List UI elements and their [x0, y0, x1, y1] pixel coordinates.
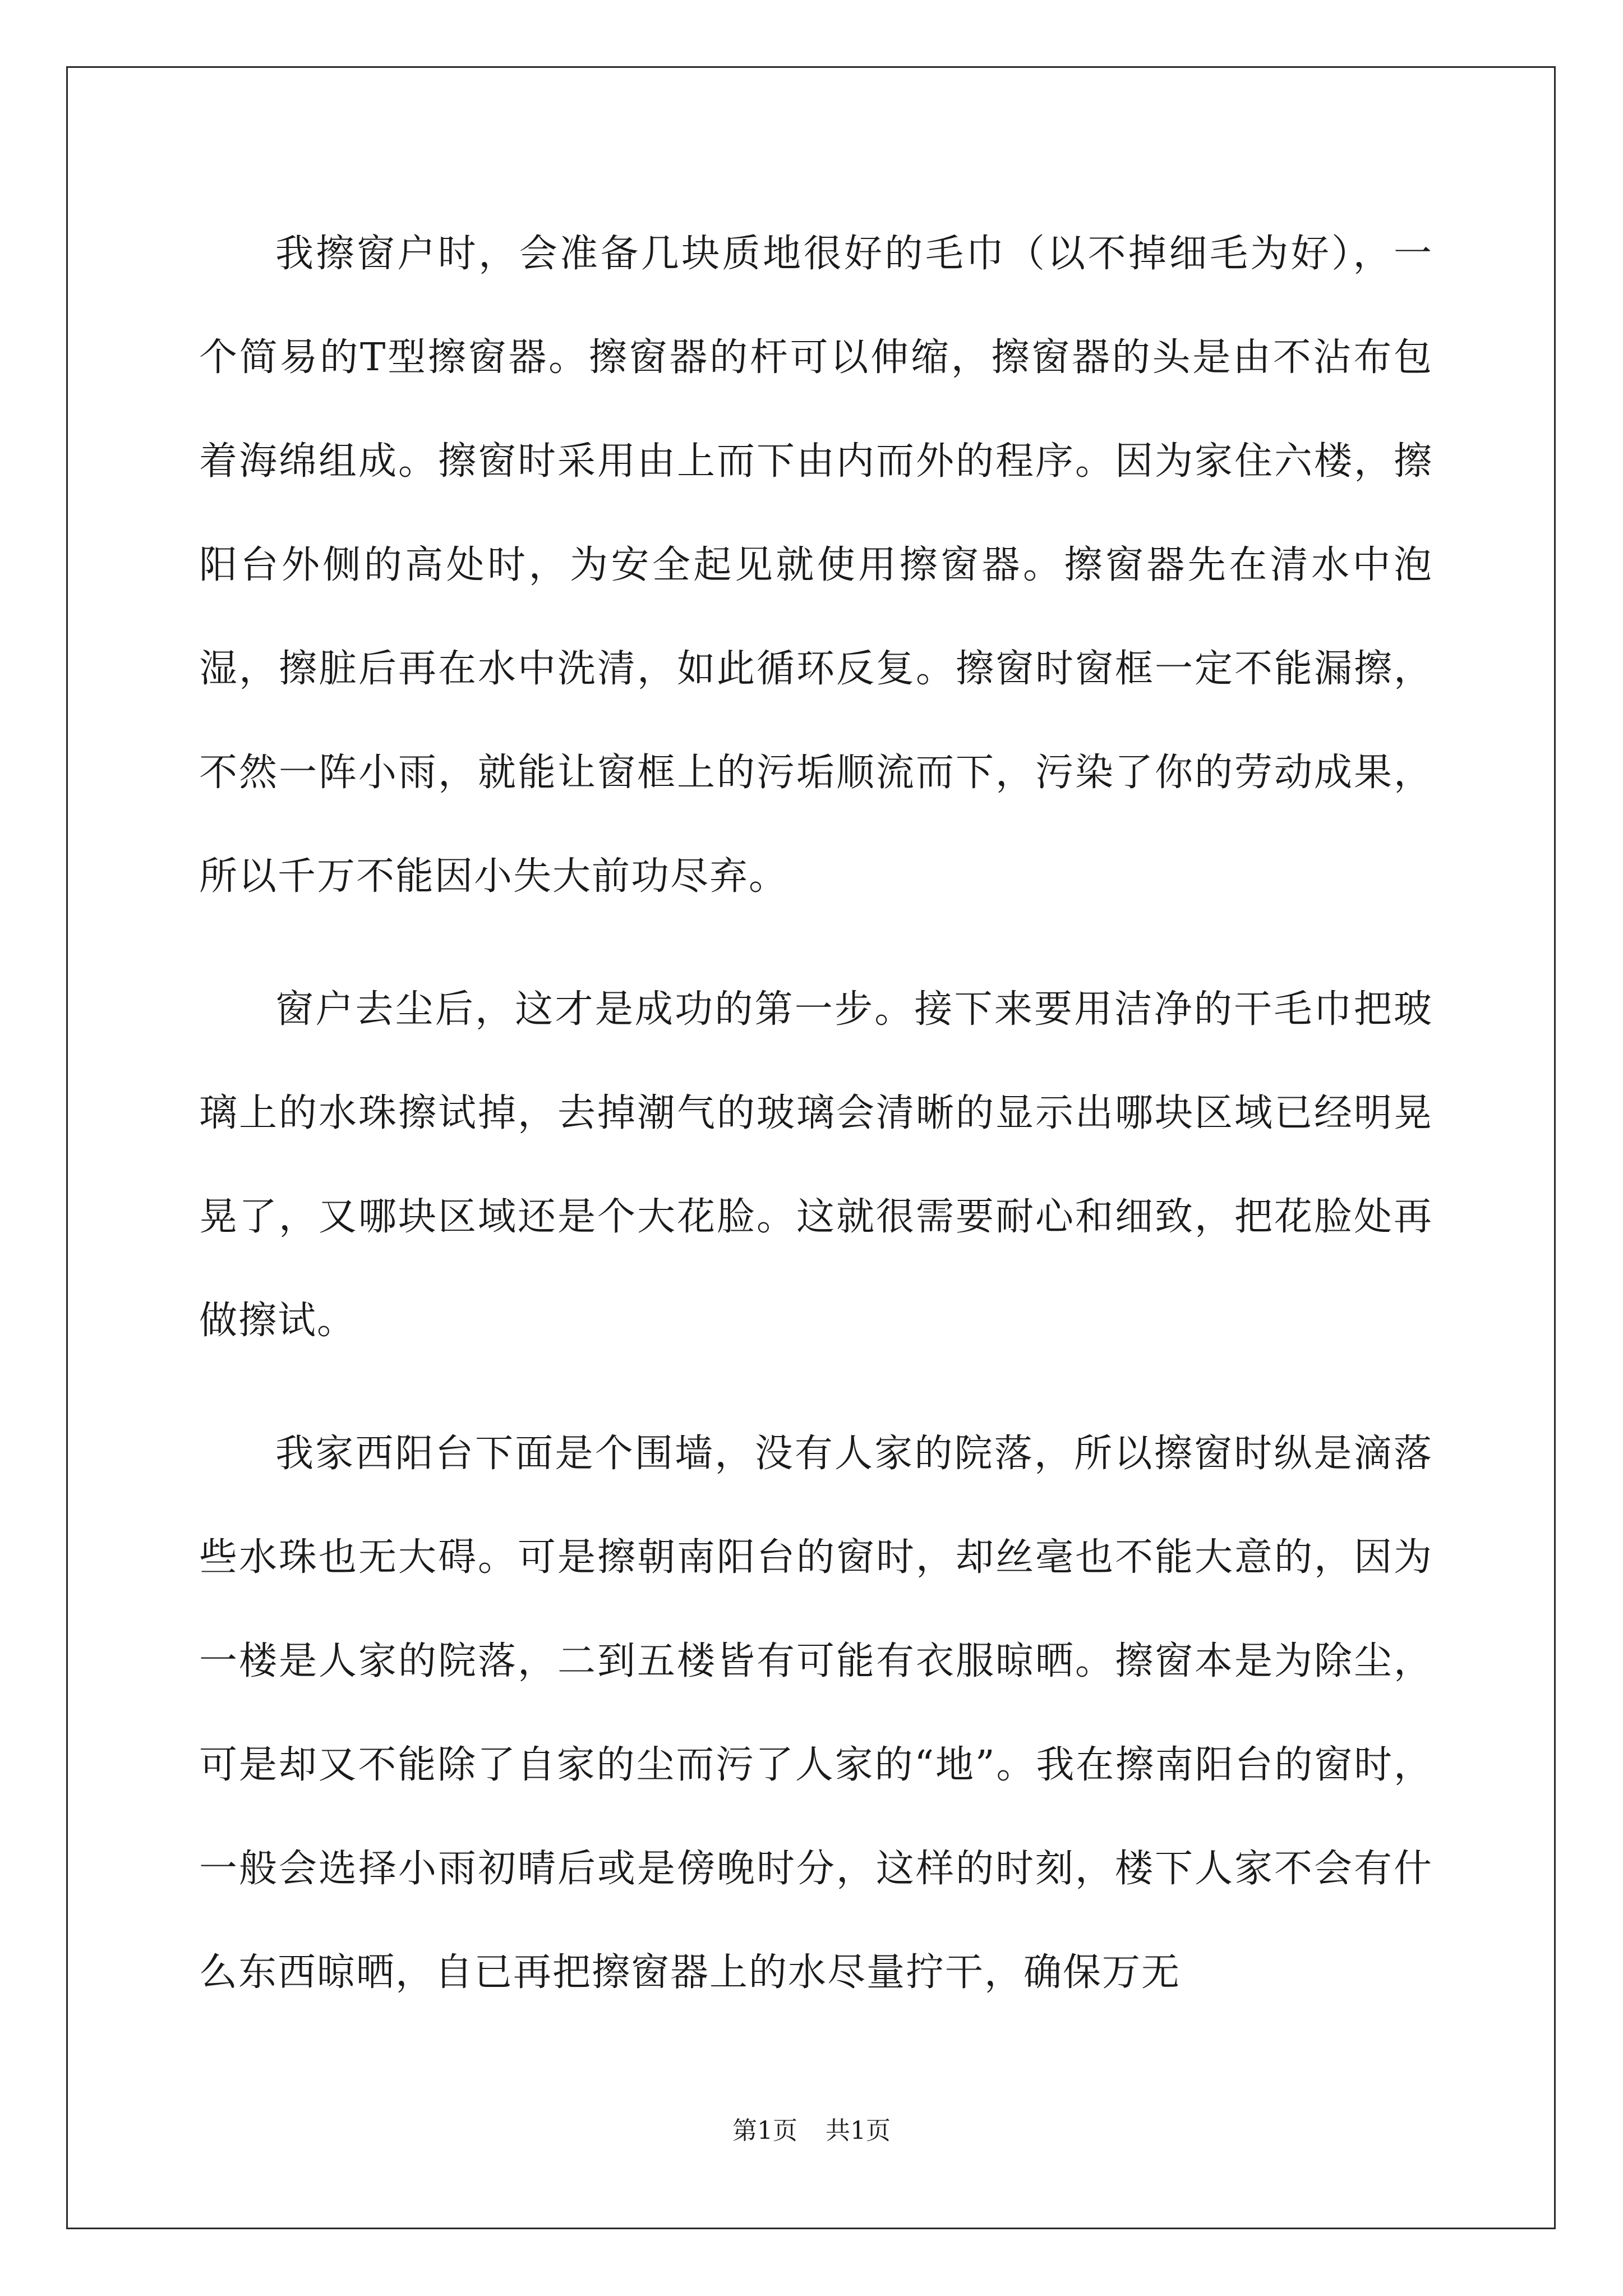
paragraph-1: 我擦窗户时，会准备几块质地很好的毛巾（以不掉细毛为好），一个简易的T型擦窗器。擦窗器的杆可以伸缩，擦窗器的头是由不沾布包着海绵组成。擦窗时采用由上而下由内而外的程序。因为家住六楼，擦阳台外侧的高处时，为安全起见就使用擦窗器。擦窗器先在清水中泡湿，擦脏后再在水中洗清，如此循环反复。擦窗时窗框一定不能漏擦，不然一阵小雨，就能让窗框上的污垢顺流而下，污染了你的劳动成果，所以千万不能因小失大前功尽弃。 [199, 232, 1433, 899]
page-total: 共1页 [826, 2116, 891, 2145]
page-number: 第1页 [732, 2116, 797, 2145]
document-body [199, 202, 1433, 2054]
page-footer [0, 2110, 1623, 2146]
paragraph-2: 窗户去尘后，这才是成功的第一步。接下来要用洁净的干毛巾把玻璃上的水珠擦试掉，去掉潮气的玻璃会清晰的显示出哪块区域已经明晃晃了，又哪块区域还是个大花脸。这就很需要耐心和细致，把花脸处再做擦试。 [199, 987, 1433, 1343]
paragraph-3: 我家西阳台下面是个围墙，没有人家的院落，所以擦窗时纵是滴落些水珠也无大碍。可是擦朝南阳台的窗时，却丝毫也不能大意的，因为一楼是人家的院落，二到五楼皆有可能有衣服晾晒。擦窗本是为除尘，可是却又不能除了自家的尘而污了人家的“地”。我在擦南阳台的窗时，一般会选择小雨初晴后或是傍晚时分，这样的时刻，楼下人家不会有什么东西晾晒，自已再把擦窗器上的水尽量拧干，确保万无 [199, 1432, 1433, 1995]
